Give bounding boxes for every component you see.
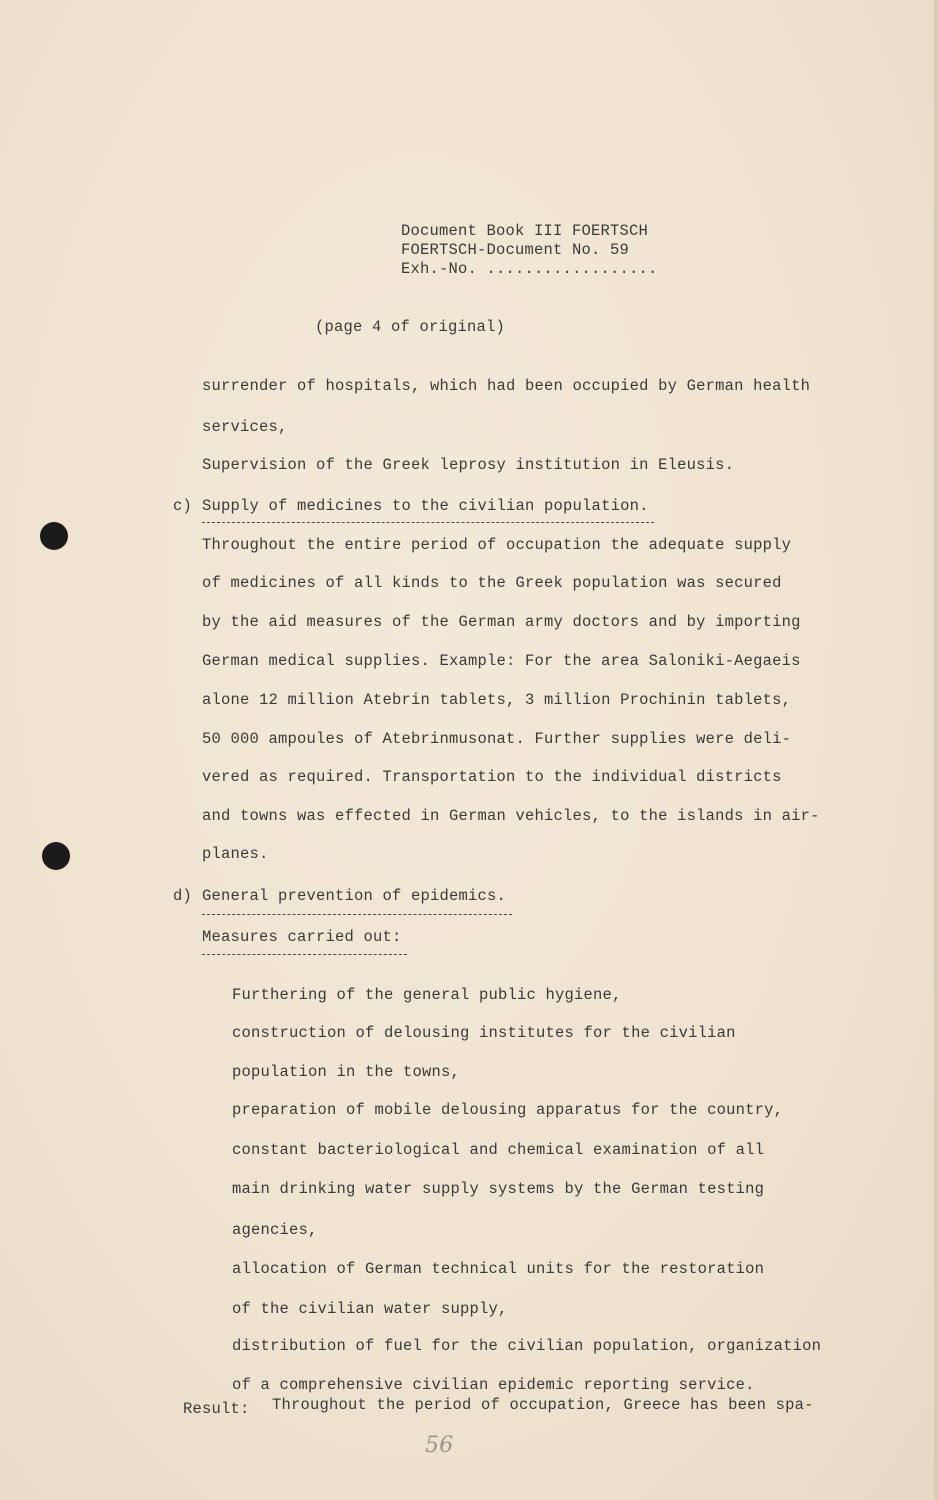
folio-number: 56	[425, 1433, 454, 1458]
section-c-line: and towns was effected in German vehicles, to the islands in air-	[202, 807, 820, 825]
header-document-book: Document Book III FOERTSCH	[401, 222, 649, 240]
intro-line: Supervision of the Greek leprosy institution in Eleusis.	[202, 456, 735, 474]
section-c-line: 50 000 ampoules of Atebrinmusonat. Further supplies were deli-	[202, 730, 792, 748]
section-c-line: by the aid measures of the German army doctors and by importing	[202, 613, 801, 631]
measure-line: distribution of fuel for the civilian population, organization	[232, 1337, 822, 1355]
section-d-subheading: Measures carried out:	[202, 928, 402, 946]
section-c-line: of medicines of all kinds to the Greek population was secured	[202, 574, 782, 592]
measure-line: of a comprehensive civilian epidemic reporting service.	[232, 1376, 755, 1394]
intro-line: services,	[202, 418, 288, 436]
section-c-line: Throughout the entire period of occupation the adequate supply	[202, 536, 792, 554]
intro-line: surrender of hospitals, which had been occupied by German health	[202, 377, 811, 395]
section-d-underline	[202, 914, 512, 915]
header-exhibit-number: Exh.-No. ..................	[401, 260, 658, 278]
section-c-heading: Supply of medicines to the civilian population.	[202, 497, 649, 515]
section-c-underline	[202, 522, 654, 523]
section-c-label: c)	[173, 497, 193, 515]
paper-edge	[934, 0, 938, 1500]
measure-line: main drinking water supply systems by the German testing	[232, 1180, 765, 1198]
measure-line: Furthering of the general public hygiene,	[232, 986, 622, 1004]
section-c-line: planes.	[202, 845, 269, 863]
section-d-heading: General prevention of epidemics.	[202, 887, 507, 905]
section-c-line: German medical supplies. Example: For the area Saloniki-Aegaeis	[202, 652, 801, 670]
measure-line: of the civilian water supply,	[232, 1300, 508, 1318]
punch-hole	[42, 842, 70, 870]
header-document-number: FOERTSCH-Document No. 59	[401, 241, 630, 259]
measure-line: agencies,	[232, 1221, 318, 1239]
section-c-line: vered as required. Transportation to the individual districts	[202, 768, 782, 786]
section-c-line: alone 12 million Atebrin tablets, 3 million Prochinin tablets,	[202, 691, 792, 709]
measure-line: allocation of German technical units for the restoration	[232, 1260, 765, 1278]
measure-line: construction of delousing institutes for the civilian	[232, 1024, 736, 1042]
page-note: (page 4 of original)	[315, 318, 506, 336]
result-text: Throughout the period of occupation, Greece has been spa-	[272, 1396, 814, 1414]
measure-line: population in the towns,	[232, 1063, 461, 1081]
punch-hole	[40, 522, 68, 550]
measure-line: constant bacteriological and chemical examination of all	[232, 1141, 765, 1159]
result-label: Result:	[183, 1400, 250, 1418]
section-d-subheading-underline	[202, 954, 407, 955]
section-d-label: d)	[173, 887, 193, 905]
measure-line: preparation of mobile delousing apparatus for the country,	[232, 1101, 784, 1119]
